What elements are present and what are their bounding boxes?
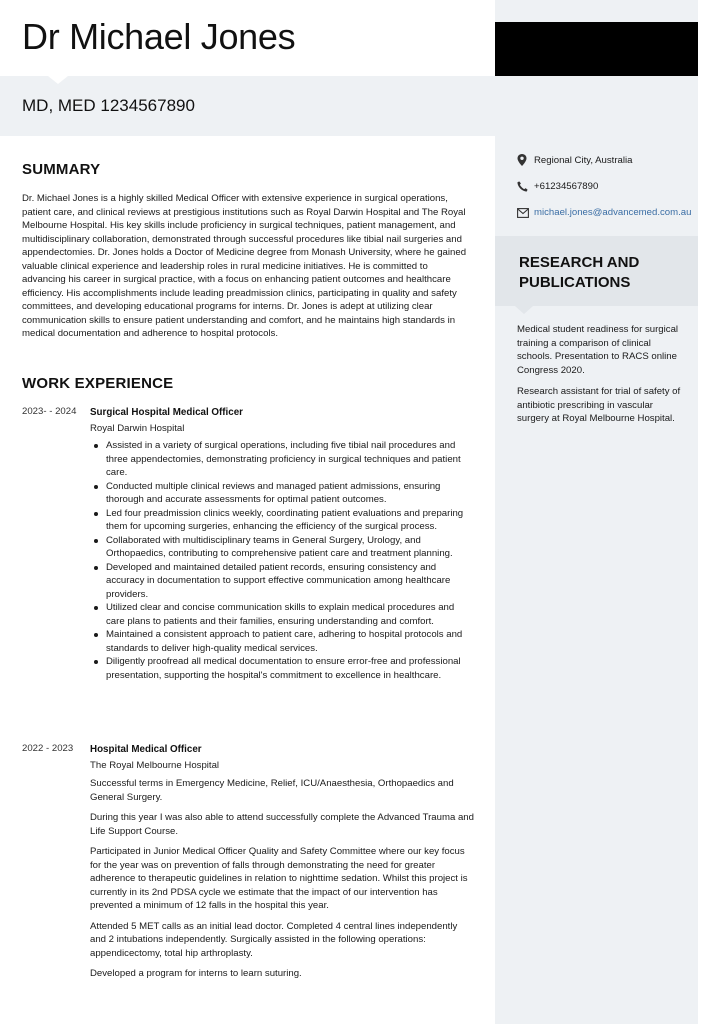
email-icon	[517, 208, 534, 218]
location-text: Regional City, Australia	[534, 154, 633, 166]
job-bullet: Diligently proofread all medical documentation to ensure error-free and professional presentation, supporting the hospital's commitment to excellence in healthcare.	[90, 655, 474, 682]
candidate-credentials: MD, MED 1234567890	[22, 96, 195, 115]
job-paragraph: During this year I was also able to attend successfully complete the Advanced Trauma and Life Support Course.	[90, 812, 474, 837]
job-organization: Royal Darwin Hospital	[90, 423, 185, 434]
job-bullet: Led four preadmission clinics weekly, coordinating patient evaluations and preparing them for upcoming surgeries, enhancing the efficiency of the surgical process.	[90, 507, 474, 534]
research-heading: RESEARCH AND PUBLICATIONS	[519, 254, 640, 291]
contact-email	[517, 207, 691, 218]
job-bullet: Assisted in a variety of surgical operations, including five tibial nail procedures and three appendectomies, demonstrating proficiency in surgical techniques and patient care.	[90, 439, 474, 480]
job-title: Surgical Hospital Medical Officer	[90, 407, 243, 418]
contact-phone	[517, 181, 598, 192]
phone-text[interactable]: +61234567890	[534, 181, 599, 192]
header-notch	[48, 76, 68, 84]
job-bullet: Maintained a consistent approach to patient care, adhering to hospital protocols and standards to deliver high-quality medical services.	[90, 628, 474, 655]
job-bullet: Developed and maintained detailed patient records, ensuring consistency and accuracy in documentation to support effective communication among healthcare providers.	[90, 561, 474, 602]
job-bullet: Collaborated with multidisciplinary teams in General Surgery, Urology, and Orthopaedics, contributing to comprehensive patient care and treatment planning.	[90, 534, 474, 561]
summary-heading: SUMMARY	[22, 161, 101, 178]
job-paragraph: Developed a program for interns to learn suturing.	[90, 968, 302, 979]
work-experience-heading: WORK EXPERIENCE	[22, 375, 174, 392]
header-black-block	[495, 22, 698, 76]
email-link[interactable]: michael.jones@advancemed.com.au	[534, 207, 692, 218]
contact-location	[517, 154, 632, 166]
job-paragraph: Participated in Junior Medical Officer Quality and Safety Committee where our key focus for the year was on prevention of falls through demonstrating the need for greater adherence to therapeutic guidelines in relation to nighttime sedation. Whilst this project is currently in its 2nd PDSA cycle we estimate that the impact of our intervention has prevented a minimum of 12 falls in the hospital this year.	[90, 846, 468, 911]
location-pin-icon	[517, 154, 534, 166]
job-bullet: Conducted multiple clinical reviews and managed patient admissions, ensuring thorough and accurate assessments for optimal patient outcomes.	[90, 480, 474, 507]
research-notch	[515, 306, 533, 314]
job-paragraph: Attended 5 MET calls as an initial lead doctor. Completed 4 central lines independently and 2 intubations independently. Surgically assisted in the following operations: appendicectomy, total hip arthroplasty.	[90, 920, 458, 959]
job-title: Hospital Medical Officer	[90, 744, 202, 755]
job-bullet: Utilized clear and concise communication skills to explain medical procedures and care plans to patients and their families, ensuring understanding and comfort.	[90, 601, 474, 628]
publication-item: Research assistant for trial of safety of antibiotic prescribing in vascular surgery at Royal Melbourne Hospital.	[517, 386, 681, 424]
job-paragraph: Successful terms in Emergency Medicine, Relief, ICU/Anaesthesia, Orthopaedics and General Surgery.	[90, 778, 454, 803]
summary-text: Dr. Michael Jones is a highly skilled Medical Officer with extensive experience in surgical operations, patient care, and clinical reviews at prestigious institutions such as Royal Darwin Hospital and The Royal Melbourne Hospital. His key skills include proficiency in surgical techniques, patient management, and multidisciplinary collaboration, demonstrated through successful procedures like tibial nail surgeries and appendectomies. Dr. Jones holds a Doctor of Medicine degree from Monash University, where he gained valuable clinical experience and leadership roles in rural medicine initiatives. He is committed to advancing his career in surgical practice, with a focus on enhancing patient outcomes and healthcare efficiency. His accomplishments include leading preadmission clinics, participating in quality and safety committees, and developing educational programs for interns. Dr. Jones is adept at utilizing clear communication skills to ensure patient understanding and comfort, and he maintains high standards in medical documentation and adherence to hospital protocols.	[22, 193, 467, 339]
job-bullet-list	[90, 439, 474, 682]
candidate-name: Dr Michael Jones	[22, 16, 296, 57]
job-dates: 2023- - 2024	[22, 406, 77, 417]
job-organization: The Royal Melbourne Hospital	[90, 760, 220, 771]
phone-icon	[517, 181, 534, 192]
page-margin	[698, 0, 719, 1024]
publication-item: Medical student readiness for surgical training a comparison of clinical schools. Presentation to RACS online Congress 2020.	[517, 324, 679, 376]
job-dates: 2022 - 2023	[22, 743, 74, 754]
